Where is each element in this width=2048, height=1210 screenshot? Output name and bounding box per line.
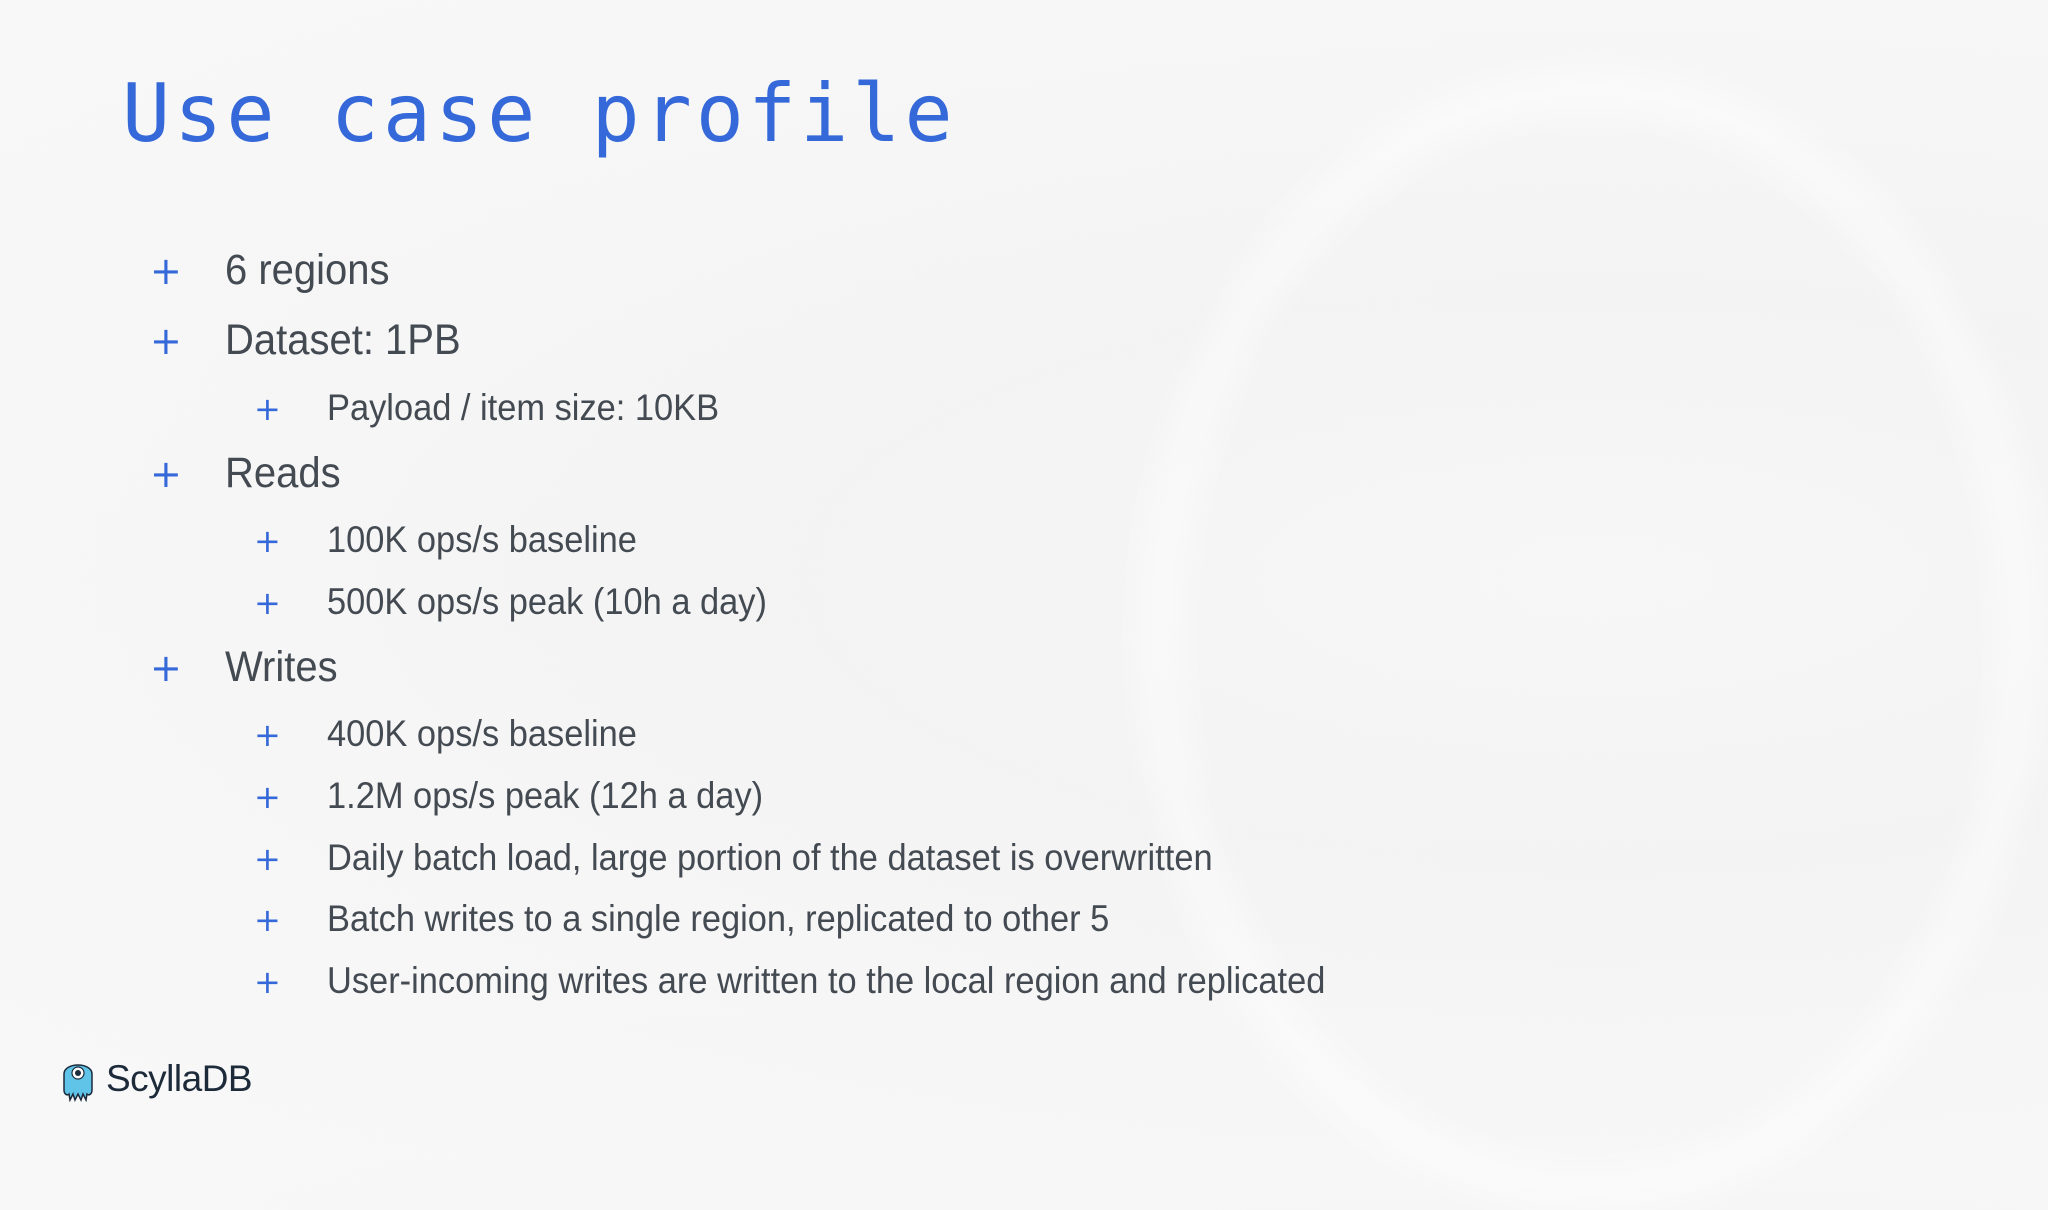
bullet-text: Writes	[225, 643, 338, 691]
plus-icon: +	[254, 963, 281, 1001]
bullet-item	[254, 775, 796, 817]
bullet-item	[254, 581, 800, 623]
bullet-item	[254, 960, 1401, 1002]
bullet-item	[254, 837, 1279, 879]
bullet-item	[150, 643, 346, 692]
plus-icon: +	[254, 522, 281, 560]
plus-icon: +	[254, 390, 281, 428]
bullet-text: Daily batch load, large portion of the dataset is overwritten	[327, 837, 1213, 878]
plus-icon: +	[254, 901, 281, 939]
bullet-item	[150, 316, 478, 365]
bullet-item	[254, 713, 660, 755]
bullet-text: 100K ops/s baseline	[327, 519, 637, 560]
bullet-text: Reads	[225, 449, 341, 497]
plus-icon: +	[150, 646, 182, 690]
bullet-item	[254, 898, 1168, 940]
bullet-item	[150, 449, 349, 498]
bullet-text: 1.2M ops/s peak (12h a day)	[327, 775, 764, 816]
bullet-item	[254, 519, 660, 561]
bullet-text: 500K ops/s peak (10h a day)	[327, 581, 767, 622]
plus-icon: +	[254, 584, 281, 622]
bullet-text: 400K ops/s baseline	[327, 713, 637, 754]
logo-text: ScyllaDB	[106, 1058, 253, 1099]
bullet-text: Batch writes to a single region, replicated to other 5	[327, 898, 1110, 939]
plus-icon: +	[254, 716, 281, 754]
scylladb-logo	[60, 1056, 252, 1102]
bullet-text: Dataset: 1PB	[225, 316, 461, 364]
bullet-text: User-incoming writes are written to the local region and replicated	[327, 960, 1326, 1001]
bullet-item	[150, 246, 402, 295]
scylladb-monster-icon	[60, 1056, 96, 1102]
bullet-text: Payload / item size: 10KB	[327, 387, 720, 428]
bullet-text: 6 regions	[225, 246, 390, 294]
slide-title: Use case profile	[122, 67, 957, 160]
plus-icon: +	[254, 840, 281, 878]
plus-icon: +	[150, 249, 182, 293]
bullet-item	[254, 387, 749, 429]
plus-icon: +	[150, 319, 182, 363]
plus-icon: +	[254, 778, 281, 816]
plus-icon: +	[150, 452, 182, 496]
